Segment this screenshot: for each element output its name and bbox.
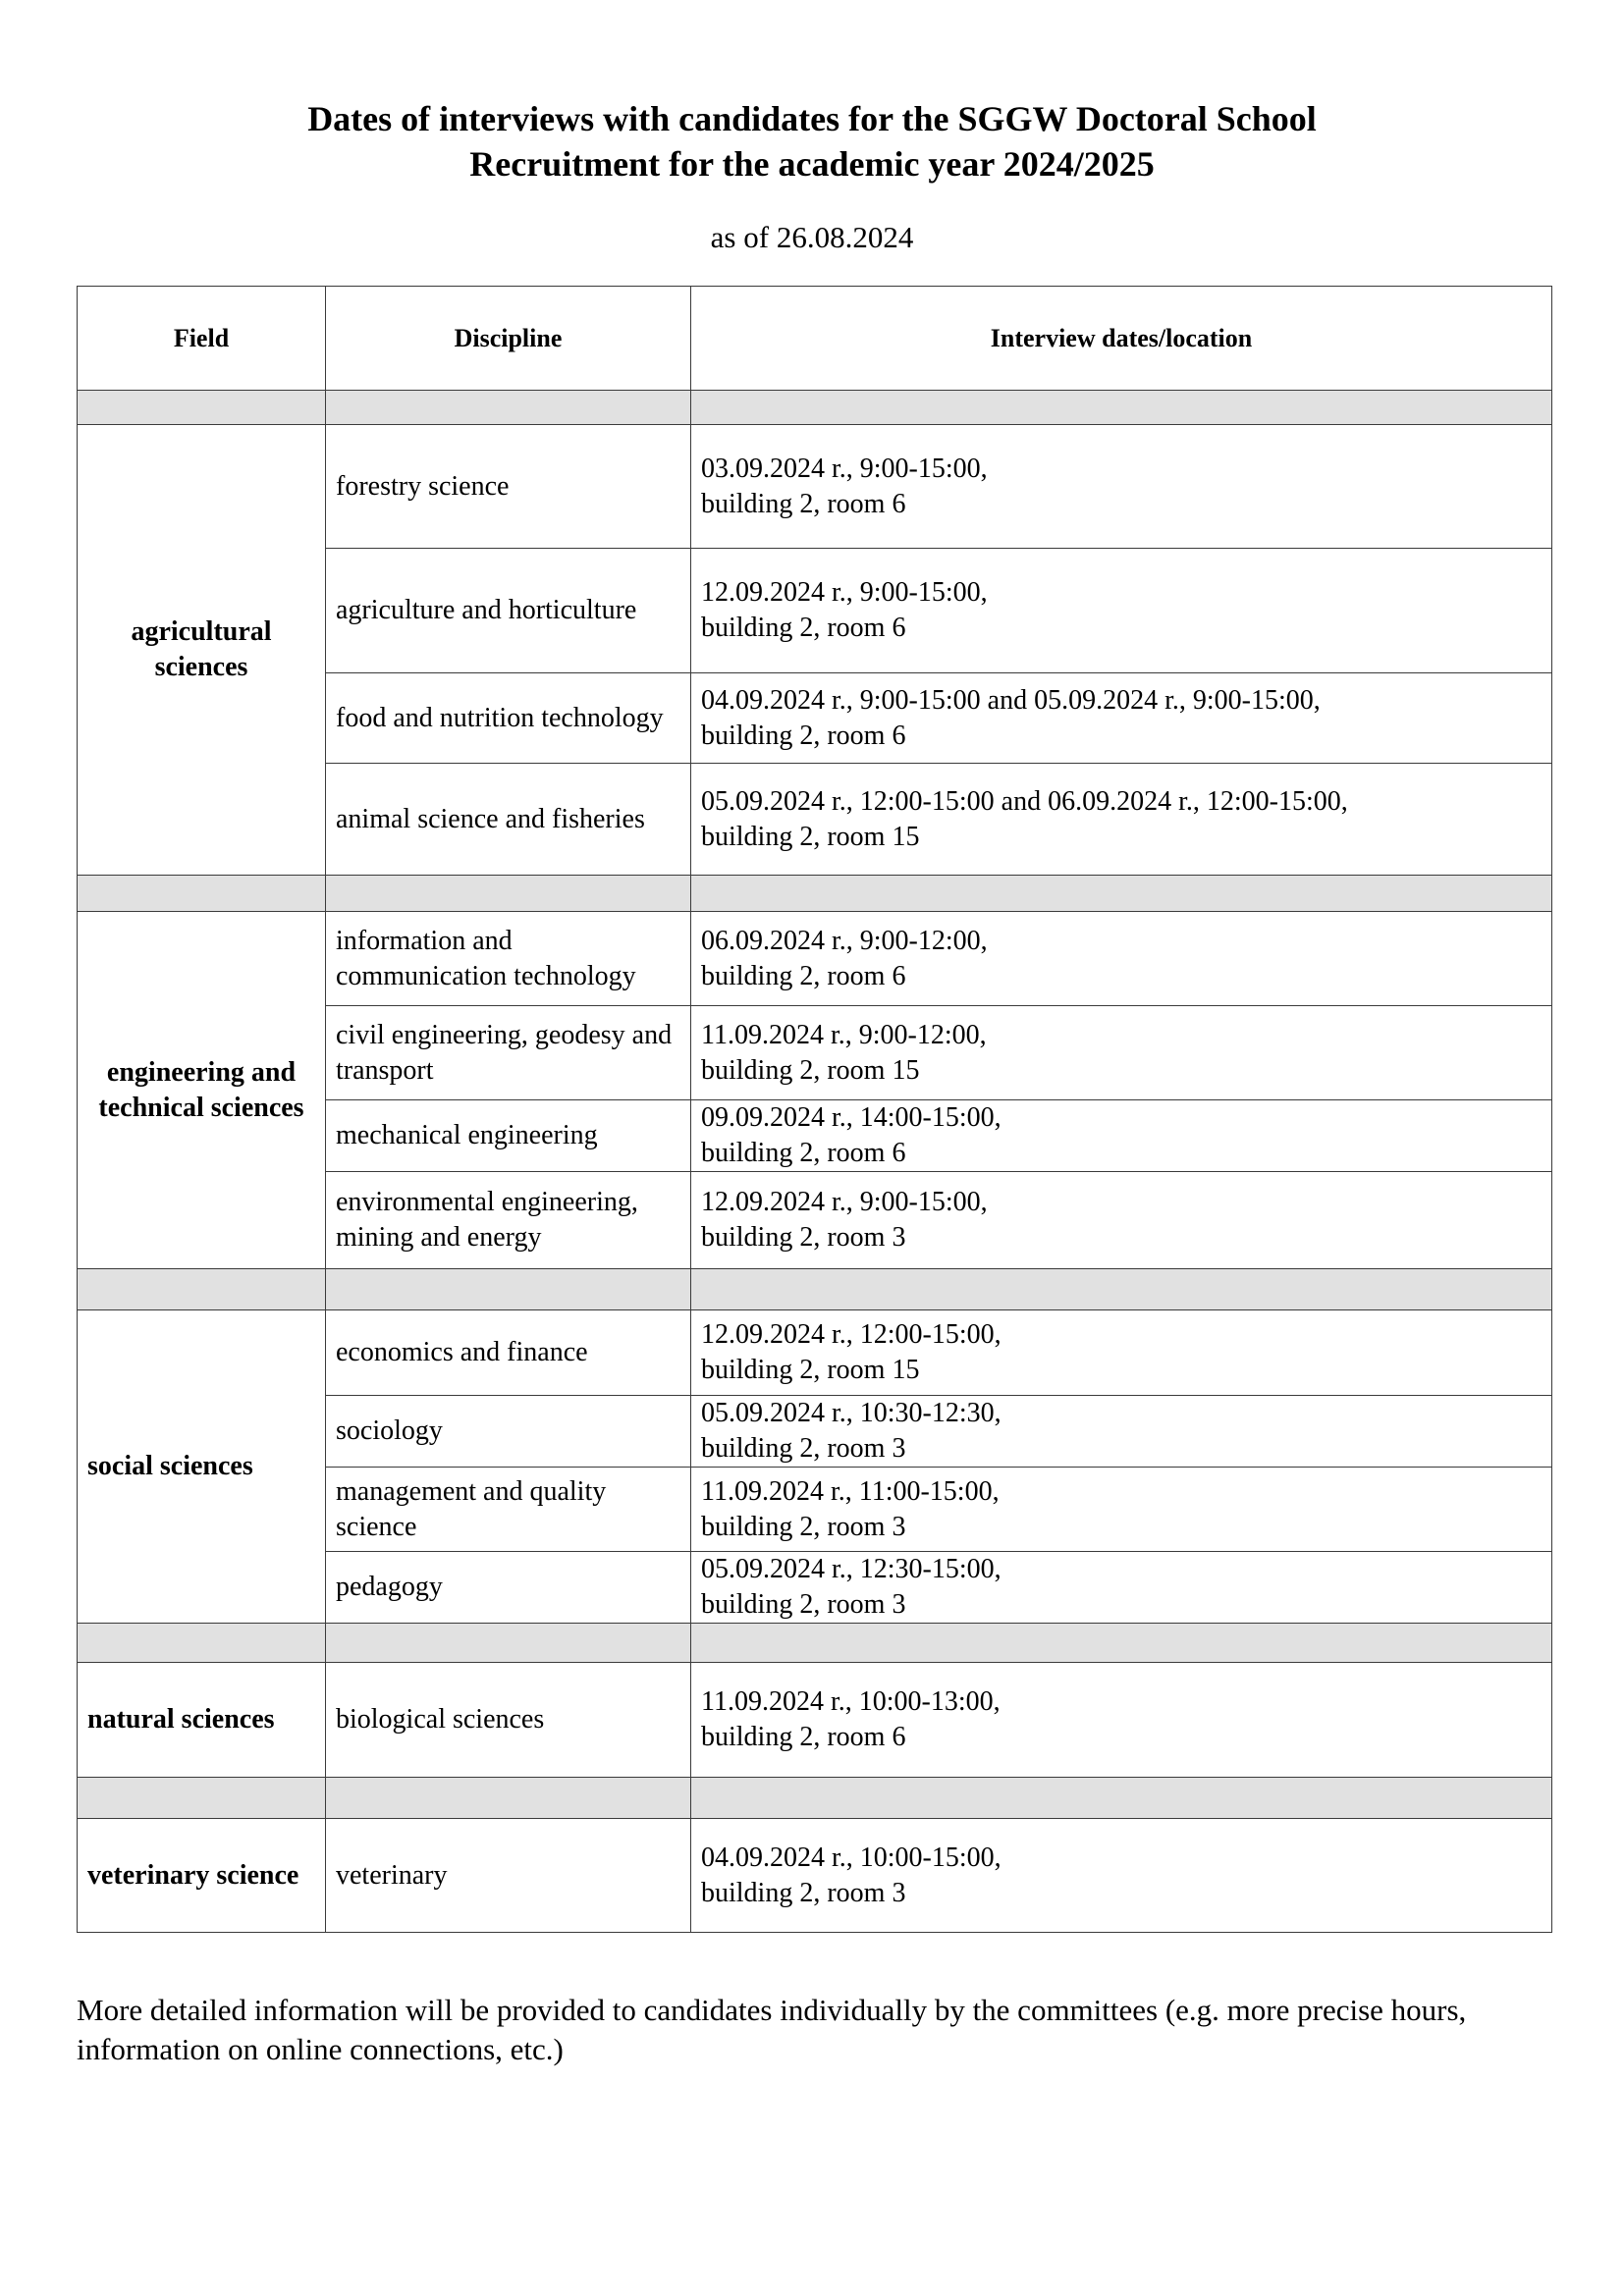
interview-date: 04.09.2024 r., 9:00-15:00 and 05.09.2024 r., 9:00-15:00, (701, 684, 1321, 716)
document-title: Dates of interviews with candidates for the SGGW Doctoral School (307, 99, 1317, 138)
discipline-cell: mechanical engineering (326, 1100, 691, 1172)
interview-cell (691, 1819, 1552, 1933)
interview-date: 05.09.2024 r., 12:00-15:00 and 06.09.2024 r., 12:00-15:00, (701, 785, 1348, 817)
interview-location: building 2, room 3 (701, 1589, 906, 1620)
discipline-cell: sociology (326, 1396, 691, 1468)
table-row (78, 1310, 1552, 1396)
discipline-cell: veterinary (326, 1819, 691, 1933)
interview-cell (691, 549, 1552, 673)
table-row (78, 425, 1552, 549)
field-cell: agricultural sciences (78, 425, 326, 876)
separator-row (78, 1269, 1552, 1310)
document-subtitle: Recruitment for the academic year 2024/2025 (469, 144, 1155, 184)
field-cell: social sciences (78, 1310, 326, 1624)
interview-location: building 2, room 6 (701, 960, 906, 991)
discipline-cell: food and nutrition technology (326, 673, 691, 764)
discipline-cell: civil engineering, geodesy and transport (326, 1006, 691, 1100)
interview-date: 04.09.2024 r., 10:00-15:00, (701, 1842, 1001, 1873)
interview-location: building 2, room 15 (701, 1355, 920, 1385)
interview-date: 03.09.2024 r., 9:00-15:00, (701, 453, 988, 484)
discipline-cell: animal science and fisheries (326, 764, 691, 876)
interview-cell (691, 1310, 1552, 1396)
field-cell: veterinary science (78, 1819, 326, 1933)
separator-row (78, 1778, 1552, 1819)
interview-location: building 2, room 6 (701, 720, 906, 751)
interview-date: 12.09.2024 r., 12:00-15:00, (701, 1319, 1001, 1350)
discipline-cell: biological sciences (326, 1663, 691, 1778)
field-cell: natural sciences (78, 1663, 326, 1778)
interview-cell (691, 1663, 1552, 1778)
interview-date: 11.09.2024 r., 10:00-13:00, (701, 1686, 1001, 1717)
as-of-date: as of 26.08.2024 (710, 220, 914, 254)
table-header-row (78, 287, 1552, 391)
discipline-cell: management and quality science (326, 1468, 691, 1552)
separator-row (78, 1624, 1552, 1663)
discipline-cell: forestry science (326, 425, 691, 549)
discipline-cell: pedagogy (326, 1552, 691, 1624)
interview-schedule-table (77, 286, 1552, 1933)
table-row (78, 912, 1552, 1006)
interview-cell (691, 1100, 1552, 1172)
interview-location: building 2, room 3 (701, 1877, 906, 1908)
interview-date: 11.09.2024 r., 11:00-15:00, (701, 1475, 1000, 1507)
interview-location: building 2, room 6 (701, 613, 906, 643)
interview-date: 05.09.2024 r., 10:30-12:30, (701, 1398, 1001, 1428)
interview-cell (691, 425, 1552, 549)
interview-cell (691, 912, 1552, 1006)
interview-date: 09.09.2024 r., 14:00-15:00, (701, 1102, 1001, 1133)
interview-cell (691, 1396, 1552, 1468)
interview-date: 12.09.2024 r., 9:00-15:00, (701, 577, 988, 608)
interview-cell (691, 1172, 1552, 1269)
interview-location: building 2, room 15 (701, 1054, 920, 1086)
separator-row (78, 391, 1552, 425)
interview-date: 05.09.2024 r., 12:30-15:00, (701, 1554, 1001, 1584)
interview-date: 11.09.2024 r., 9:00-12:00, (701, 1019, 987, 1050)
interview-location: building 2, room 6 (701, 1722, 906, 1752)
field-cell: engineering and technical sciences (78, 912, 326, 1269)
discipline-cell: economics and finance (326, 1310, 691, 1396)
interview-date: 06.09.2024 r., 9:00-12:00, (701, 925, 988, 956)
interview-location: building 2, room 3 (701, 1433, 906, 1464)
interview-cell (691, 1006, 1552, 1100)
header-field: Field (78, 287, 326, 391)
table-row (78, 1819, 1552, 1933)
header-discipline: Discipline (326, 287, 691, 391)
interview-cell (691, 764, 1552, 876)
interview-date: 12.09.2024 r., 9:00-15:00, (701, 1187, 988, 1217)
discipline-cell: agriculture and horticulture (326, 549, 691, 673)
interview-cell (691, 1552, 1552, 1624)
table-row (78, 1663, 1552, 1778)
interview-location: building 2, room 6 (701, 1138, 906, 1168)
interview-location: building 2, room 3 (701, 1222, 906, 1253)
interview-cell (691, 673, 1552, 764)
interview-location: building 2, room 6 (701, 488, 906, 519)
footnote: More detailed information will be provided to candidates individually by the committees (e.g. more precise hours, information on online connections, etc.) (77, 1993, 1467, 2066)
header-interview-dates: Interview dates/location (691, 287, 1552, 391)
discipline-cell: information and communication technology (326, 912, 691, 1006)
discipline-cell: environmental engineering, mining and energy (326, 1172, 691, 1269)
separator-row (78, 876, 1552, 912)
interview-location: building 2, room 3 (701, 1511, 906, 1542)
interview-cell (691, 1468, 1552, 1552)
interview-location: building 2, room 15 (701, 821, 920, 852)
